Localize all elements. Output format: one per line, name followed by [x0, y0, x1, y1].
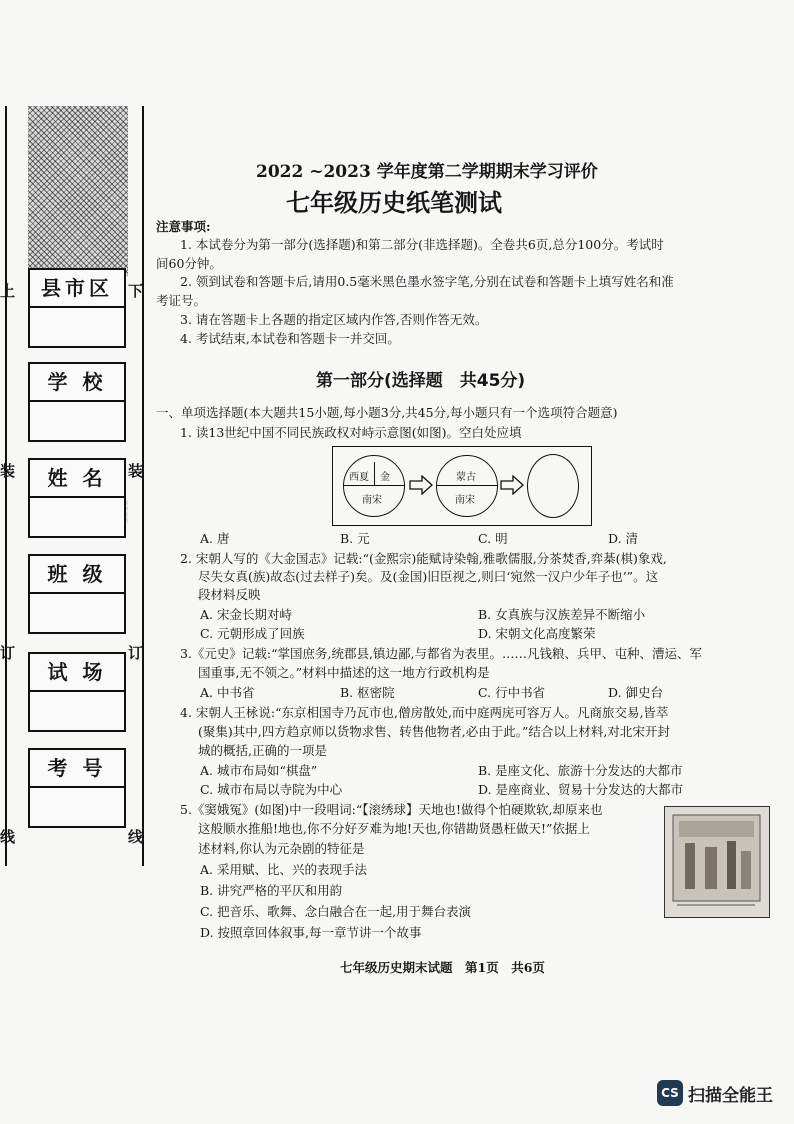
diagram-label-jin: 金: [380, 472, 390, 483]
side-char-right-4: 线: [128, 828, 144, 846]
field-county: [28, 268, 126, 348]
arrow-icon: [409, 475, 433, 495]
diagram-circle-blank: [527, 454, 579, 518]
diagram-label-nansong-2: 南宋: [455, 495, 475, 506]
field-exam-room-blank[interactable]: [30, 692, 124, 730]
note-2a: 2. 领到试卷和答题卡后,请用0.5毫米黑色墨水签字笔,分别在试卷和答题卡上填写姓名和准: [180, 274, 674, 289]
opera-scene-image: [665, 807, 768, 916]
note-3: 3. 请在答题卡上各题的指定区域内作答,否则作答无效。: [180, 312, 488, 327]
note-2b: 考证号。: [156, 293, 207, 308]
q1-option-d: D. 清: [608, 531, 639, 546]
side-char-right-3: 订: [128, 644, 144, 662]
diagram-label-menggu: 蒙古: [456, 472, 476, 483]
q1-option-a: A. 唐: [200, 531, 230, 546]
field-exam-room: [28, 652, 126, 732]
q5-line1: 5.《窦娥冤》(如图)中一段唱词:“【滚绣球】天地也!做得个怕硬欺软,却原来也: [180, 802, 603, 817]
field-county-blank[interactable]: [30, 308, 124, 346]
part1-title: 第一部分(选择题 共45分): [316, 371, 526, 391]
q4-option-c: C. 城市布局以寺院为中心: [200, 782, 343, 797]
side-char-right-1: 下: [128, 282, 144, 300]
q1-stem: 1. 读13世纪中国不同民族政权对峙示意图(如图)。空白处应填: [180, 425, 522, 440]
side-char-left-3: 订: [0, 644, 16, 662]
camscanner-logo-icon: CS: [657, 1080, 683, 1106]
q2-line1: 2. 宋朝人写的《大金国志》记载:“(金熙宗)能赋诗染翰,雅歌儒服,分茶焚香,弈棊(棋)象戏,: [180, 551, 667, 566]
section-heading: 一、单项选择题(本大题共15小题,每小题3分,共45分,每小题只有一个选项符合题意): [156, 405, 618, 420]
arrow-icon: [500, 475, 524, 495]
q1-option-b: B. 元: [340, 531, 370, 546]
side-char-left-1: 上: [0, 282, 16, 300]
q4-line1: 4. 宋朝人王栐说:“东京相国寺乃瓦市也,僧房散处,而中庭两庑可容万人。凡商旅交易,皆萃: [180, 705, 669, 720]
field-name-label: 姓 名: [30, 460, 124, 498]
field-class-blank[interactable]: [30, 594, 124, 632]
side-char-left-4: 线: [0, 828, 16, 846]
q1-option-c: C. 明: [478, 531, 508, 546]
circle-2-divider-h: [437, 485, 497, 486]
q5-option-d: D. 按照章回体叙事,每一章节讲一个故事: [200, 925, 422, 940]
q5-option-a: A. 采用赋、比、兴的表现手法: [200, 862, 367, 877]
notes-heading: 注意事项:: [156, 219, 211, 234]
binding-hatch-top: [28, 106, 128, 276]
field-exam-room-label: 试 场: [30, 654, 124, 692]
q1-diagram: [332, 446, 592, 526]
field-school: [28, 362, 126, 442]
diagram-circle-2: [436, 455, 498, 517]
field-class-label: 班 级: [30, 556, 124, 594]
q2-line2: 尽失女真(族)故态(过去样子)矣。及(金国)旧臣视之,则曰‘宛然一汉户少年子也’”。这: [198, 569, 659, 584]
q4-option-a: A. 城市布局如“棋盘”: [200, 763, 318, 778]
exam-title-line2: 七年级历史纸笔测试: [286, 189, 502, 217]
field-exam-number-blank[interactable]: [30, 788, 124, 826]
field-name: [28, 458, 126, 538]
page-footer: 七年级历史期末试题 第1页 共6页: [340, 960, 545, 975]
diagram-circle-1: [343, 455, 405, 517]
note-1a: 1. 本试卷分为第一部分(选择题)和第二部分(非选择题)。全卷共6页,总分100分。考试时: [180, 237, 664, 252]
q5-option-c: C. 把音乐、歌舞、念白融合在一起,用于舞台表演: [200, 904, 472, 919]
field-name-blank[interactable]: [30, 498, 124, 536]
diagram-label-nansong-1: 南宋: [362, 495, 382, 506]
q2-option-d: D. 宋朝文化高度繁荣: [478, 626, 596, 641]
circle-1-divider-v: [374, 462, 375, 485]
q3-option-d: D. 御史台: [608, 685, 664, 700]
q5-illustration: [664, 806, 770, 918]
field-school-blank[interactable]: [30, 402, 124, 440]
q2-option-c: C. 元朝形成了回族: [200, 626, 305, 641]
q4-line2: (聚集)其中,四方趋京师以货物求售、转售他物者,必由于此。”结合以上材料,对北宋开封: [198, 724, 670, 739]
diagram-label-xixia: 西夏: [349, 472, 369, 483]
q2-line3: 段材料反映: [198, 587, 261, 602]
watermark-text: 扫描全能王: [688, 1085, 773, 1106]
side-char-right-2: 装: [128, 462, 144, 480]
q4-option-d: D. 是座商业、贸易十分发达的大都市: [478, 782, 684, 797]
note-1b: 间60分钟。: [156, 256, 222, 271]
q2-option-b: B. 女真族与汉族差异不断缩小: [478, 607, 646, 622]
binding-line-right: [142, 106, 144, 866]
field-class: [28, 554, 126, 634]
q5-option-b: B. 讲究严格的平仄和用韵: [200, 883, 343, 898]
field-exam-number: [28, 748, 126, 828]
q5-line3: 述材料,你认为元杂剧的特征是: [198, 841, 365, 856]
q3-option-a: A. 中书省: [200, 685, 255, 700]
note-4: 4. 考试结束,本试卷和答题卡一并交回。: [180, 331, 400, 346]
field-county-label: 县市区: [30, 270, 124, 308]
q3-line2: 国重事,无不领之。”材料中描述的这一地方行政机构是: [198, 665, 490, 680]
q3-option-c: C. 行中书省: [478, 685, 546, 700]
q4-option-b: B. 是座文化、旅游十分发达的大都市: [478, 763, 683, 778]
field-exam-number-label: 考 号: [30, 750, 124, 788]
q3-line1: 3.《元史》记载:“掌国庶务,统郡县,镇边鄙,与都省为表里。……凡钱粮、兵甲、屯种、漕运、军: [180, 646, 702, 661]
binding-line-left: [5, 106, 7, 866]
field-school-label: 学 校: [30, 364, 124, 402]
side-char-left-2: 装: [0, 462, 16, 480]
circle-1-divider-h: [344, 485, 404, 486]
exam-title-line1: 2022 ~2023 学年度第二学期期末学习评价: [256, 162, 598, 182]
q4-line3: 城的概括,正确的一项是: [198, 743, 327, 758]
q5-line2: 这般顺水推船!地也,你不分好歹难为地!天也,你错勘贤愚枉做天!”依据上: [198, 821, 590, 836]
q3-option-b: B. 枢密院: [340, 685, 395, 700]
q2-option-a: A. 宋金长期对峙: [200, 607, 292, 622]
scanner-watermark: [657, 1080, 773, 1106]
